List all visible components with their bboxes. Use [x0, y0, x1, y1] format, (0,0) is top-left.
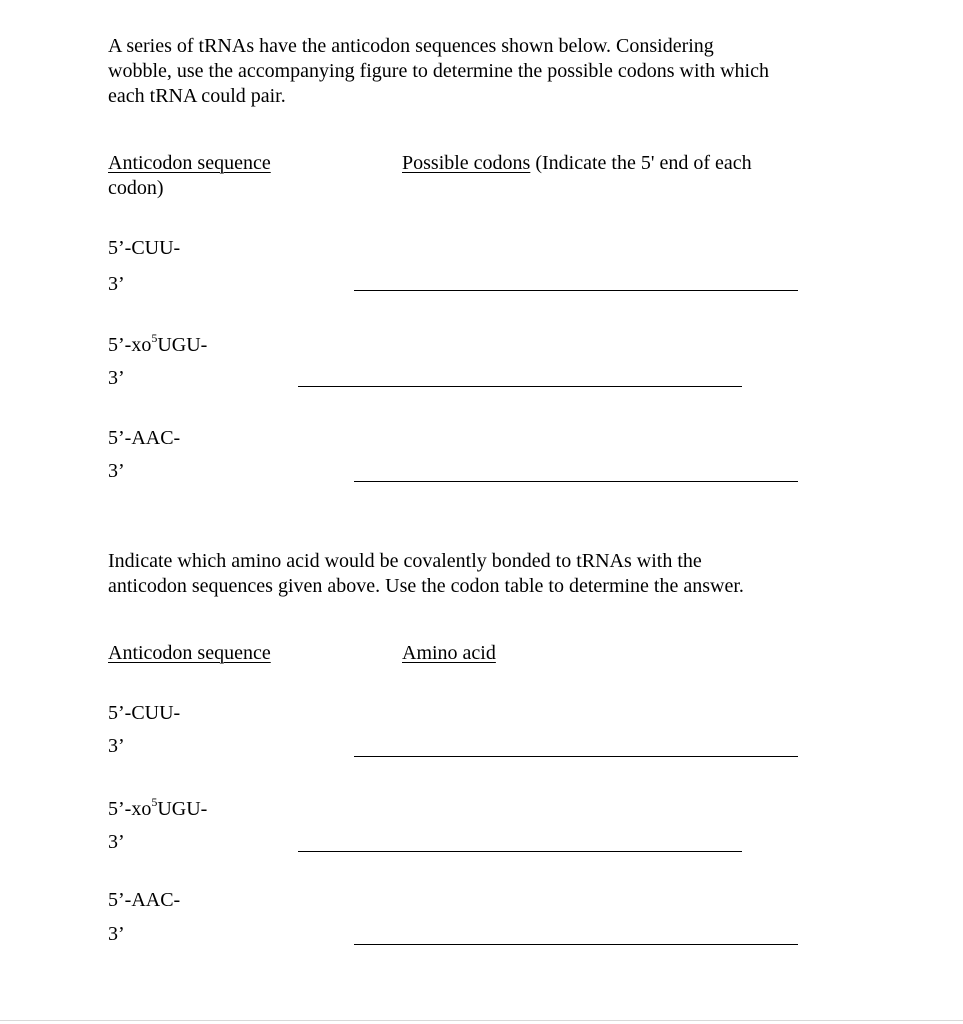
- section2-item-1-answer-line[interactable]: [354, 756, 798, 757]
- section1-item-2-answer-line[interactable]: [298, 386, 742, 387]
- section1-anticodon-header: Anticodon sequence: [108, 152, 271, 174]
- section1-item-3-answer-line[interactable]: [354, 481, 798, 482]
- section1-item-3-end: 3’: [108, 460, 125, 482]
- section1-item-1-end: 3’: [108, 273, 125, 295]
- section2-amino-acid-header: Amino acid: [402, 642, 496, 664]
- section2-item-3-end: 3’: [108, 923, 125, 945]
- sequence-prefix: 5’-CUU-: [108, 237, 181, 259]
- section2-item-3-answer-line[interactable]: [354, 944, 798, 945]
- section1-item-2-end: 3’: [108, 367, 125, 389]
- section1-codons-header: [402, 151, 752, 176]
- section1-header-wrap: codon): [108, 177, 164, 199]
- section2-item-2-end: 3’: [108, 831, 125, 853]
- section1-item-3-sequence: [108, 426, 180, 451]
- sequence-prefix: 5’-xo: [108, 334, 152, 356]
- intro-line-2: wobble, use the accompanying figure to determine the possible codons with which: [108, 60, 769, 82]
- section2-anticodon-header: Anticodon sequence: [108, 642, 271, 664]
- instruction2-line-1: Indicate which amino acid would be covalently bonded to tRNAs with the: [108, 550, 702, 572]
- intro-line-1: A series of tRNAs have the anticodon sequences shown below. Considering: [108, 35, 714, 57]
- instruction2-line-2: anticodon sequences given above. Use the codon table to determine the answer.: [108, 575, 744, 597]
- sequence-suffix: UGU-: [157, 334, 208, 356]
- sequence-prefix: 5’-AAC-: [108, 427, 181, 449]
- section2-item-3-sequence: [108, 888, 180, 913]
- sequence-superscript: 5: [151, 795, 158, 810]
- page-bottom-rule: [0, 1020, 963, 1021]
- section1-item-2-sequence: [108, 333, 207, 358]
- section1-item-1-answer-line[interactable]: [354, 290, 798, 291]
- sequence-prefix: 5’-CUU-: [108, 702, 181, 724]
- section2-item-2-sequence: [108, 797, 207, 822]
- sequence-superscript: 5: [151, 331, 158, 346]
- section2-item-2-answer-line[interactable]: [298, 851, 742, 852]
- section1-codons-header-note: (Indicate the 5' end of each: [530, 152, 752, 174]
- section2-item-1-end: 3’: [108, 735, 125, 757]
- sequence-suffix: UGU-: [157, 798, 208, 820]
- intro-line-3: each tRNA could pair.: [108, 85, 286, 107]
- section1-codons-header-label: Possible codons: [402, 152, 531, 174]
- section2-item-1-sequence: [108, 701, 180, 726]
- sequence-prefix: 5’-xo: [108, 798, 152, 820]
- sequence-prefix: 5’-AAC-: [108, 889, 181, 911]
- section1-item-1-sequence: [108, 236, 180, 261]
